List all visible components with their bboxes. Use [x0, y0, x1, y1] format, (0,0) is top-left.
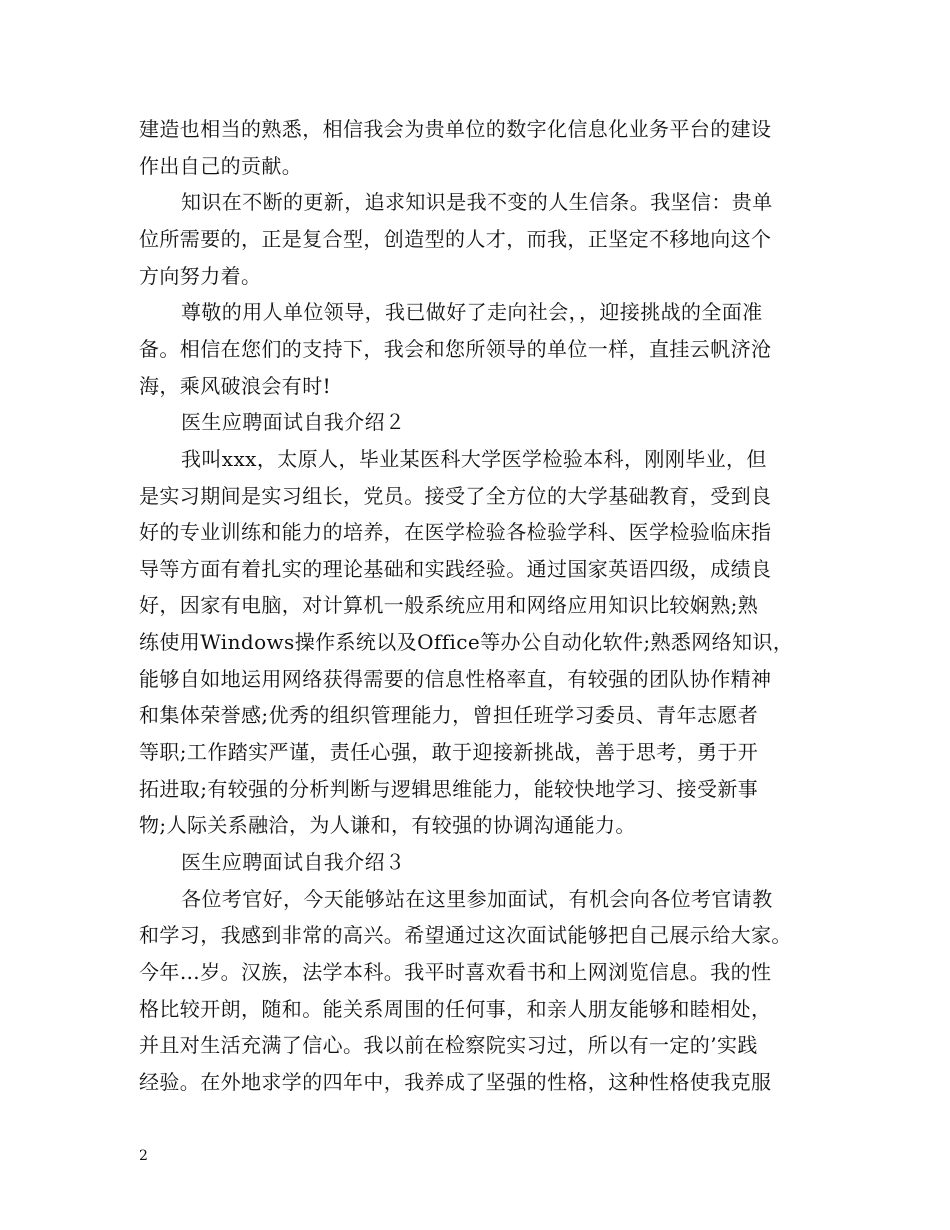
text-line: 经验。在外地求学的四年中，我养成了坚强的性格，这种性格使我克服: [139, 1070, 772, 1094]
text-line: 是实习期间是实习组长，党员。接受了全方位的大学基础教育，受到良: [139, 484, 772, 508]
text-line: 格比较开朗，随和。能关系周围的任何事，和亲人朋友能够和睦相处，: [139, 997, 772, 1021]
text-line: 好的专业训练和能力的培养，在医学检验各检验学科、医学检验临床指: [139, 520, 772, 544]
text-line: 尊敬的用人单位领导，我已做好了走向社会，，迎接挑战的全面准: [181, 300, 763, 324]
text-line: 各位考官好，今天能够站在这里参加面试，有机会向各位考官请教: [181, 887, 773, 911]
text-line: 今年…岁。汉族，法学本科。我平时喜欢看书和上网浏览信息。我的性: [139, 960, 772, 984]
text-line: 海，乘风破浪会有时!: [139, 374, 332, 398]
text-line: 并且对生活充满了信心。我以前在检察院实习过，所以有一定的’实践: [139, 1033, 758, 1057]
text-line: 备。相信在您们的支持下，我会和您所领导的单位一样，直挂云帆济沧: [139, 337, 772, 361]
text-line: 能够自如地运用网络获得需要的信息性格率直，有较强的团队协作精神: [139, 667, 772, 691]
text-line: 和学习，我感到非常的高兴。希望通过这次面试能够把自己展示给大家。: [139, 923, 792, 947]
text-line: 知识在不断的更新，追求知识是我不变的人生信条。我坚信：贵单: [181, 190, 773, 214]
text-line: 建造也相当的熟悉，相信我会为贵单位的数字化信息化业务平台的建设: [139, 117, 772, 141]
page-number: 2: [139, 1148, 148, 1164]
text-line: 我叫xxx，太原人，毕业某医科大学医学检验本科，刚刚毕业，但: [181, 447, 767, 471]
text-line: 物;人际关系融洽，为人谦和，有较强的协调沟通能力。: [139, 813, 636, 837]
text-line: 位所需要的，正是复合型，创造型的人才，而我，正坚定不移地向这个: [139, 227, 772, 251]
text-line: 等职;工作踏实严谨，责任心强，敢于迎接新挑战，善于思考，勇于开: [139, 740, 759, 764]
text-line: 好，因家有电脑，对计算机一般系统应用和网络应用知识比较娴熟;熟: [139, 593, 759, 617]
text-line: 练使用Windows操作系统以及Office等办公自动化软件;熟悉网络知识，: [139, 630, 794, 654]
text-line: 医生应聘面试自我介绍３: [181, 850, 406, 874]
text-line: 拓进取;有较强的分析判断与逻辑思维能力，能较快地学习、接受新事: [139, 777, 759, 801]
text-line: 医生应聘面试自我介绍２: [181, 410, 406, 434]
text-line: 方向努力着。: [139, 264, 262, 288]
text-line: 作出自己的贡献。: [139, 154, 303, 178]
text-line: 和集体荣誉感;优秀的组织管理能力，曾担任班学习委员、青年志愿者: [139, 703, 759, 727]
text-line: 导等方面有着扎实的理论基础和实践经验。通过国家英语四级，成绩良: [139, 557, 772, 581]
